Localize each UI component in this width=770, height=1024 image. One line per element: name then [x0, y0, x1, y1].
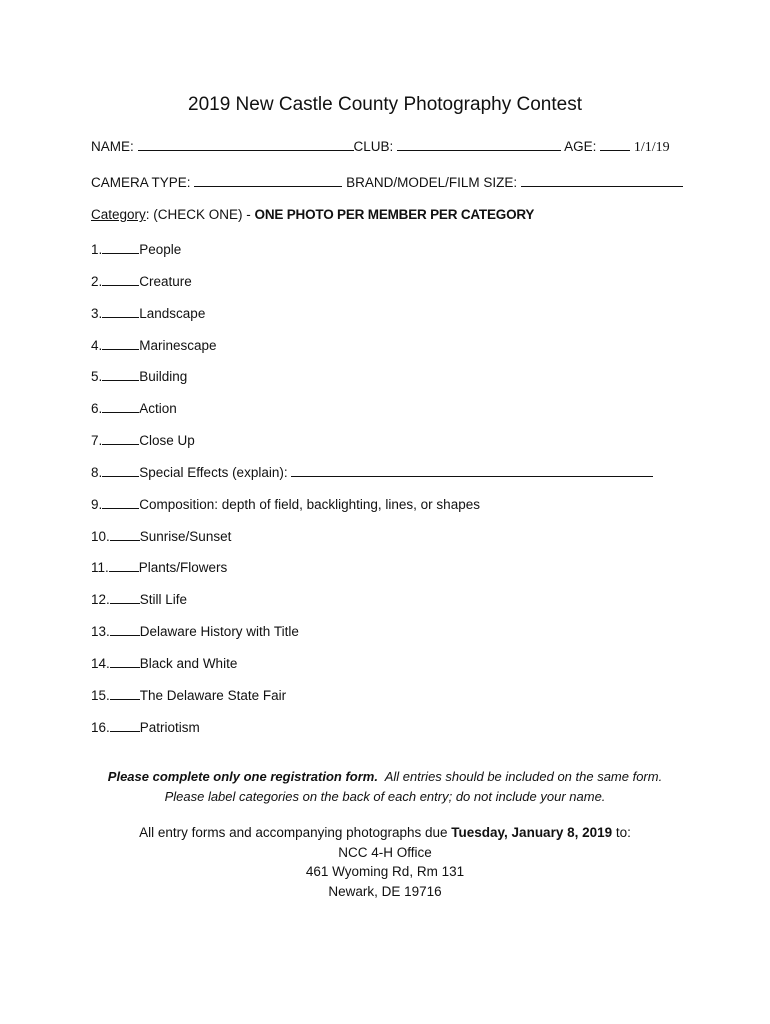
category-item: 13. Delaware History with Title — [91, 624, 299, 640]
category-rule: ONE PHOTO PER MEMBER PER CATEGORY — [254, 207, 535, 222]
category-item: 15. The Delaware State Fair — [91, 687, 287, 703]
category-checkbox-line[interactable] — [110, 687, 140, 700]
category-checkbox-line[interactable] — [102, 432, 139, 445]
notes-line-1: Please complete only one registration form. All entries should be included on the same form. — [107, 769, 663, 784]
category-item: 1. People — [91, 242, 182, 257]
category-item: 3. Landscape — [91, 305, 206, 321]
category-checkbox-line[interactable] — [110, 528, 140, 541]
age-date: 1/1/19 — [633, 140, 670, 155]
category-checkbox-line[interactable] — [102, 305, 139, 318]
category-checkbox-line[interactable] — [110, 719, 140, 732]
name-label: NAME: — [91, 139, 134, 154]
due-date: Tuesday, January 8, 2019 — [451, 825, 613, 840]
name-field[interactable] — [138, 138, 354, 151]
category-item: 12. Still Life — [91, 592, 188, 608]
submission-info — [0, 823, 770, 901]
category-item: 9. Composition: depth of field, backlighting, lines, or shapes — [91, 496, 480, 512]
category-checkbox-line[interactable] — [110, 655, 140, 668]
special-effects-explain-field[interactable] — [291, 464, 653, 477]
due-line: All entry forms and accompanying photographs due Tuesday, January 8, 2019 to: — [139, 825, 631, 840]
category-checkbox-line[interactable] — [102, 368, 139, 381]
office-street: 461 Wyoming Rd, Rm 131 — [305, 864, 465, 879]
club-label: CLUB: — [353, 139, 394, 154]
brand-model-label: BRAND/MODEL/FILM SIZE: — [346, 175, 518, 190]
category-checkbox-line[interactable] — [102, 496, 139, 509]
category-checkbox-line[interactable] — [110, 591, 140, 604]
category-checkbox-line[interactable] — [102, 400, 139, 413]
category-item: 8. Special Effects (explain): — [91, 464, 711, 496]
category-item: 2. Creature — [91, 273, 192, 289]
category-item: 6. Action — [91, 401, 177, 417]
notes-line-2: Please label categories on the back of each entry; do not include your name. — [164, 789, 606, 804]
category-checkbox-line[interactable] — [102, 464, 139, 477]
page-title: 2019 New Castle County Photography Contest — [188, 94, 582, 115]
camera-type-field[interactable] — [194, 174, 342, 187]
name-club-age-row — [91, 138, 670, 156]
category-heading — [91, 207, 534, 222]
category-checkbox-line[interactable] — [102, 241, 139, 254]
category-instruction: : (CHECK ONE) - — [145, 207, 255, 222]
category-label: Category — [91, 207, 146, 222]
age-field[interactable] — [600, 138, 630, 151]
club-field[interactable] — [397, 138, 561, 151]
office-name: NCC 4-H Office — [338, 844, 432, 860]
category-list — [91, 241, 711, 751]
category-item: 10. Sunrise/Sunset — [91, 528, 232, 544]
registration-notes — [0, 767, 770, 807]
category-item: 11. Plants/Flowers — [91, 560, 228, 576]
office-city: Newark, DE 19716 — [328, 883, 442, 899]
category-checkbox-line[interactable] — [102, 273, 139, 286]
category-item: 16. Patriotism — [91, 719, 200, 735]
category-item: 14. Black and White — [91, 655, 238, 671]
category-item: 4. Marinescape — [91, 337, 217, 353]
category-item: 7. Close Up — [91, 433, 195, 449]
camera-brand-row — [91, 174, 683, 190]
category-checkbox-line[interactable] — [102, 337, 139, 350]
category-item: 5. Building — [91, 369, 188, 385]
age-label: AGE: — [564, 139, 597, 154]
category-checkbox-line[interactable] — [109, 559, 139, 572]
camera-type-label: CAMERA TYPE: — [91, 175, 191, 190]
brand-model-field[interactable] — [521, 174, 683, 187]
category-checkbox-line[interactable] — [110, 623, 140, 636]
